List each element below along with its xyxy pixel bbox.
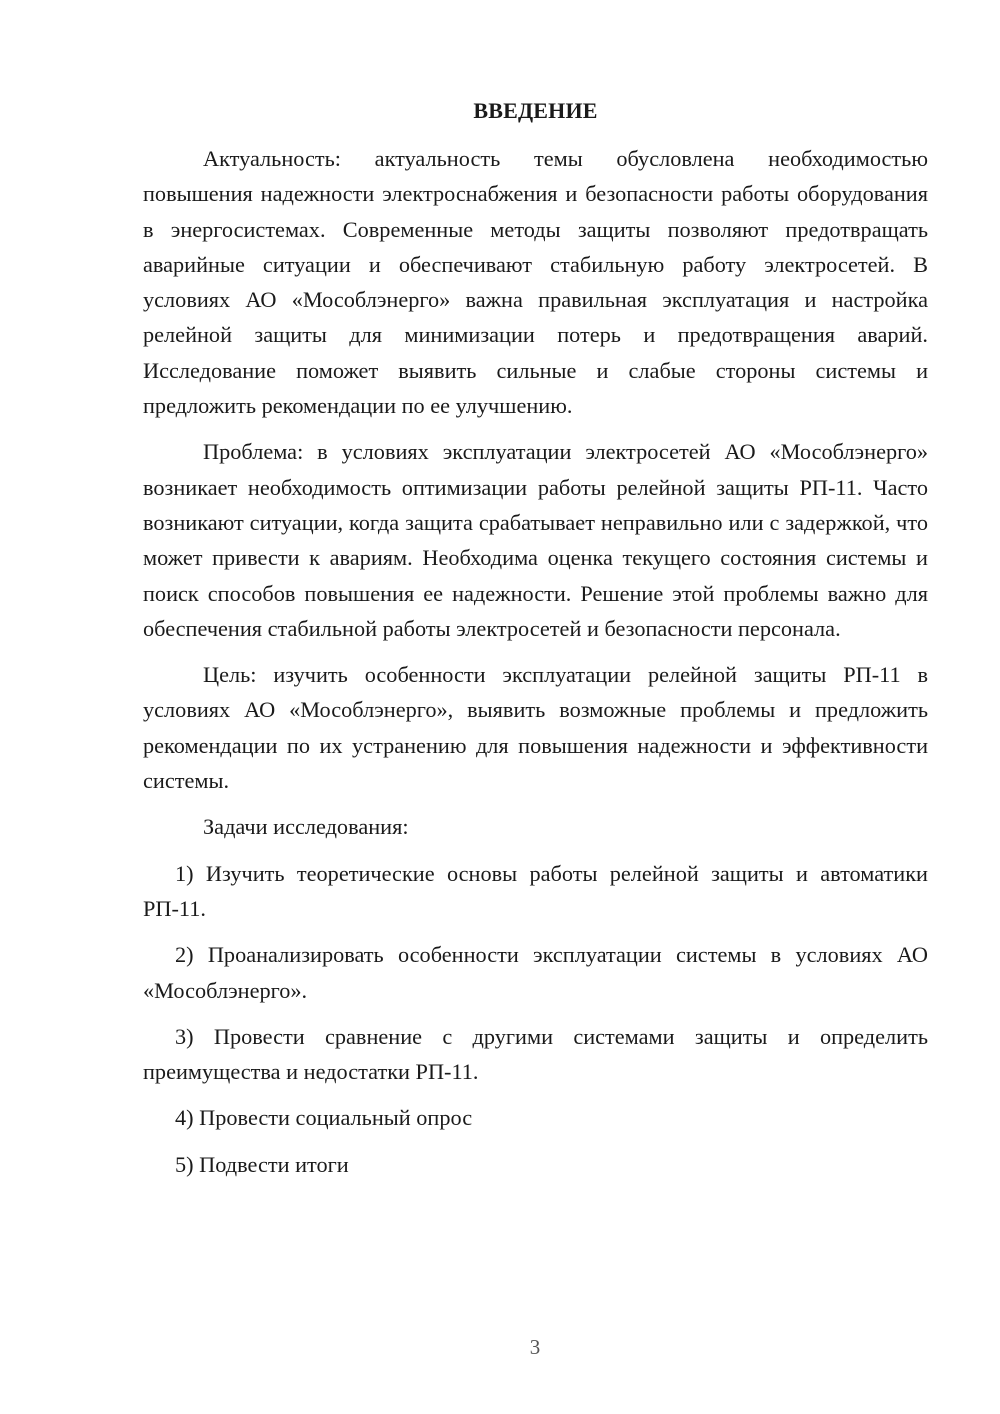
task-item-4: 4) Провести социальный опрос [175, 1105, 473, 1131]
tasks-heading: Задачи исследования: [203, 814, 409, 840]
task-item-3: 3) Провести сравнение с другими системами защиты и определить преимущества и недостатки РП-11. [143, 1023, 928, 1085]
paragraph-goal: Цель: изучить особенности эксплуатации релейной защиты РП-11 в условиях АО «Мособлэнерго», выявить возможные проблемы и предложить рекомендации по их устранению для повышения надежности и эффективности системы. [143, 662, 928, 794]
paragraph-relevance: Актуальность: актуальность темы обусловлена необходимостью повышения надежности электроснабжения и безопасности работы оборудования в энергосистемах. Современные методы защиты позволяют предотвращать аварийные ситуации и обеспечивают стабильную работу электросетей. В условиях АО «Мособлэнерго» важна правильная эксплуатация и настройка релейной защиты для минимизации потерь и предотвращения аварий. Исследование поможет выявить сильные и слабые стороны системы и предложить рекомендации по ее улучшению. [143, 146, 928, 419]
document-body [143, 141, 928, 1193]
task-item-2: 2) Проанализировать особенности эксплуатации системы в условиях АО «Мособлэнерго». [143, 942, 928, 1003]
section-title: ВВЕДЕНИЕ [473, 98, 598, 123]
task-item-1: 1) Изучить теоретические основы работы релейной защиты и автоматики РП-11. [143, 860, 928, 921]
page-number: 3 [529, 1335, 541, 1359]
paragraph-problem: Проблема: в условиях эксплуатации электросетей АО «Мособлэнерго» возникает необходимость оптимизации работы релейной защиты РП-11. Часто возникают ситуации, когда защита срабатывает неправильно или с задержкой, что может привести к авариям. Необходима оценка текущего состояния системы и поиск способов повышения ее надежности. Решение этой проблемы важно для обеспечения стабильной работы электросетей и безопасности персонала. [143, 439, 928, 641]
task-item-5: 5) Подвести итоги [175, 1151, 349, 1177]
